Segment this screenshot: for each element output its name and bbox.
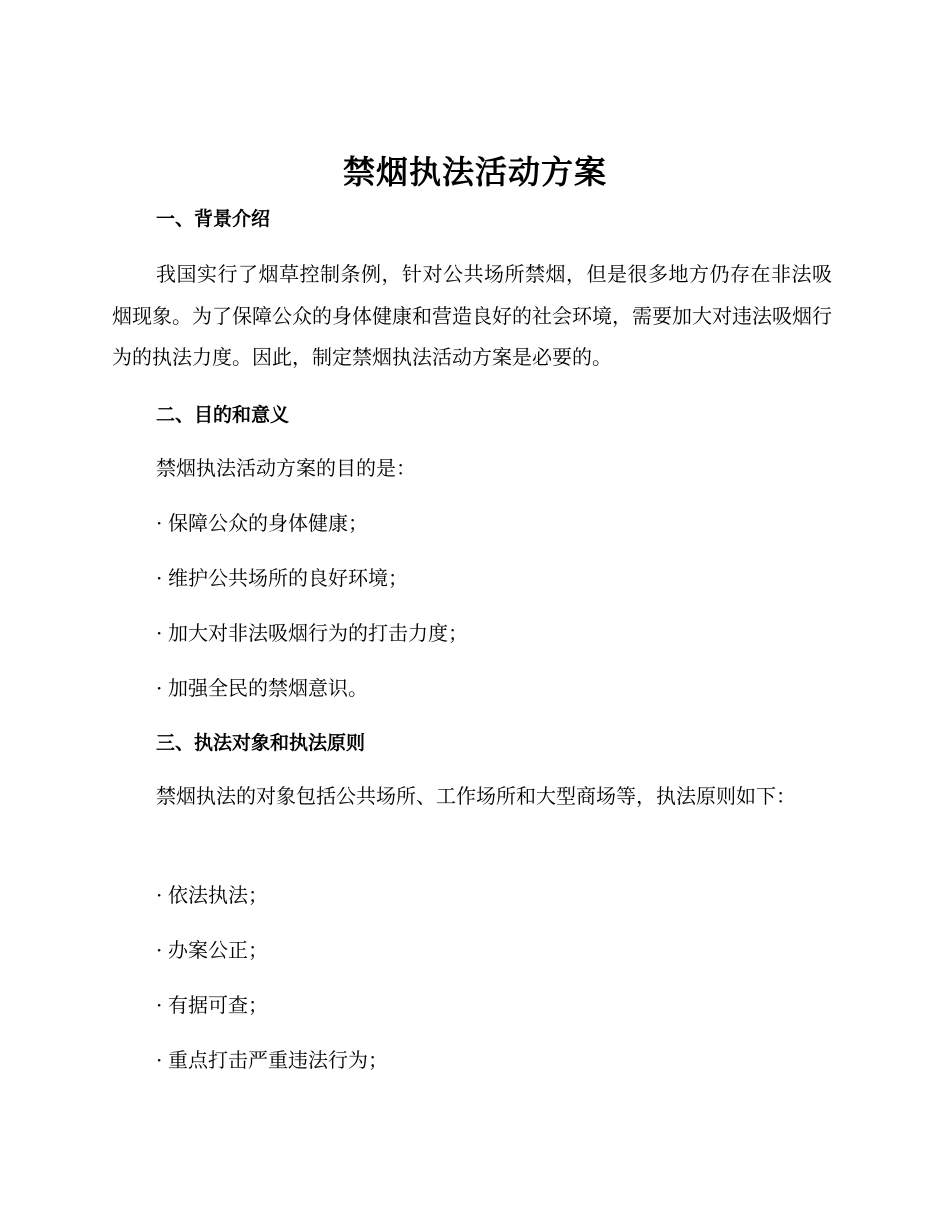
list-item-text: 依法执法；: [168, 883, 268, 907]
section-heading-purpose: 二、目的和意义: [156, 404, 290, 426]
bullet-dot: ·: [156, 676, 163, 700]
list-item: [156, 935, 268, 965]
bullet-dot: ·: [156, 511, 163, 535]
bullet-dot: ·: [156, 621, 163, 645]
section-heading-targets-principles: 三、执法对象和执法原则: [156, 732, 366, 754]
list-item: [156, 990, 268, 1020]
paragraph-background: 我国实行了烟草控制条例，针对公共场所禁烟，但是很多地方仍存在非法吸烟现象。为了保障公众的身体健康和营造良好的社会环境，需要加大对违法吸烟行为的执法力度。因此，制定禁烟执法活动方案是必要的。: [112, 262, 832, 369]
document-title: 禁烟执法活动方案: [342, 153, 607, 191]
list-item: [156, 618, 468, 648]
list-item: [156, 673, 368, 703]
purpose-intro: 禁烟执法活动方案的目的是：: [156, 456, 416, 480]
list-item-text: 加强全民的禁烟意识。: [168, 676, 368, 700]
section-heading-background: 一、背景介绍: [156, 208, 271, 230]
bullet-dot: ·: [156, 883, 163, 907]
bullet-dot: ·: [156, 993, 163, 1017]
list-item-text: 办案公正；: [168, 938, 268, 962]
list-item-text: 维护公共场所的良好环境；: [168, 566, 408, 590]
list-item: [156, 508, 368, 538]
list-item-text: 保障公众的身体健康；: [168, 511, 368, 535]
list-item-text: 重点打击严重违法行为；: [168, 1048, 388, 1072]
bullet-dot: ·: [156, 1048, 163, 1072]
list-item: [156, 880, 268, 910]
list-item: [156, 1045, 388, 1075]
bullet-dot: ·: [156, 938, 163, 962]
list-item: [156, 563, 408, 593]
paragraph-targets: 禁烟执法的对象包括公共场所、工作场所和大型商场等，执法原则如下：: [156, 784, 796, 808]
list-item-text: 加大对非法吸烟行为的打击力度；: [168, 621, 468, 645]
list-item-text: 有据可查；: [168, 993, 268, 1017]
bullet-dot: ·: [156, 566, 163, 590]
